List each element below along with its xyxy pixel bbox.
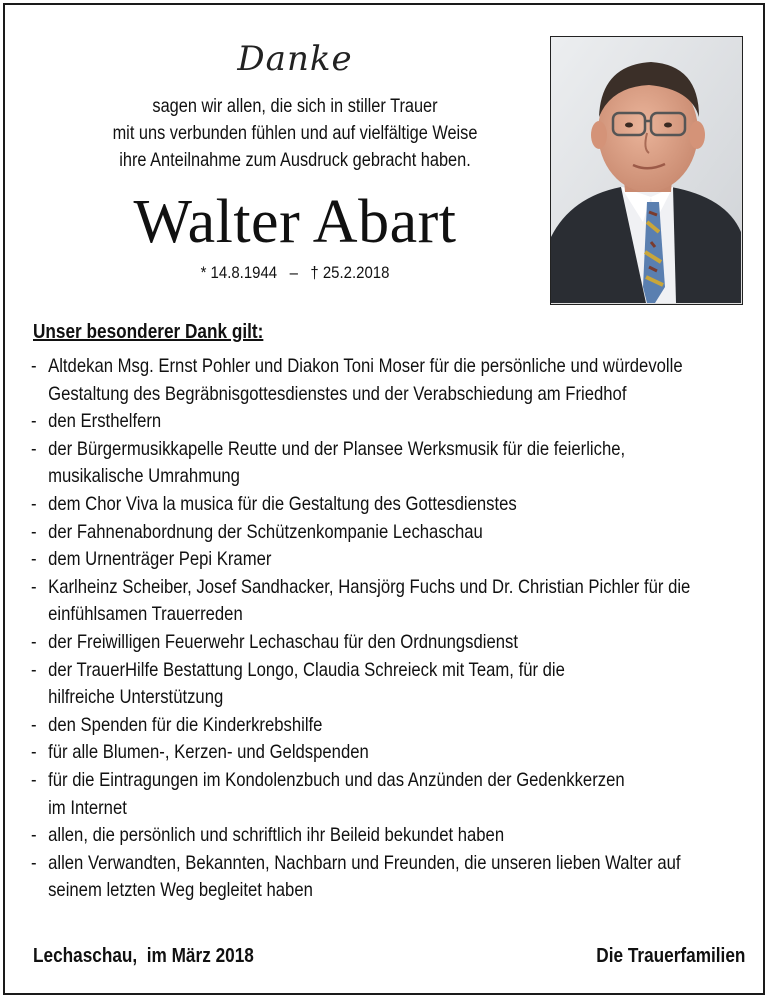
list-item-line: der Freiwilligen Feuerwehr Lechaschau für den Ordnungsdienst	[48, 630, 518, 653]
intro-line: ihre Anteilnahme zum Ausdruck gebracht haben.	[119, 150, 471, 171]
list-item	[31, 712, 741, 740]
list-item-line: der Fahnenabordnung der Schützenkompanie Lechaschau	[48, 520, 483, 543]
list-item	[31, 491, 741, 519]
list-item	[31, 436, 741, 491]
list-item	[31, 574, 741, 629]
list-bullet: -	[31, 741, 37, 764]
life-dates: * 14.8.1944 – † 25.2.2018	[200, 263, 390, 282]
intro-line: sagen wir allen, die sich in stiller Trauer	[152, 96, 438, 117]
list-item-line: der TrauerHilfe Bestattung Longo, Claudia Schreieck mit Team, für die	[48, 658, 565, 681]
thanks-heading: Unser besonderer Dank gilt:	[33, 321, 264, 343]
list-item-line: der Bürgermusikkapelle Reutte und der Plansee Werksmusik für die feierliche,	[48, 437, 626, 460]
list-item	[31, 408, 741, 436]
list-item-line: musikalische Umrahmung	[48, 465, 240, 488]
list-item	[31, 739, 741, 767]
list-bullet: -	[31, 575, 37, 598]
list-item-line: Altdekan Msg. Ernst Pohler und Diakon Toni Moser für die persönliche und würdevolle	[48, 355, 683, 377]
list-bullet: -	[31, 492, 37, 515]
list-item	[31, 629, 741, 657]
list-item	[31, 657, 741, 712]
thanks-list	[31, 353, 741, 905]
list-item-line: dem Chor Viva la musica für die Gestaltung des Gottesdienstes	[48, 492, 517, 515]
list-item	[31, 822, 741, 850]
list-bullet: -	[31, 520, 37, 543]
list-bullet: -	[31, 355, 37, 377]
list-bullet: -	[31, 630, 37, 653]
list-item-line: allen Verwandten, Bekannten, Nachbarn und Freunden, die unseren lieben Walter auf	[48, 851, 681, 874]
list-item-line: den Spenden für die Kinderkrebshilfe	[48, 713, 323, 736]
list-item	[31, 353, 741, 408]
list-item	[31, 850, 741, 905]
deceased-name: Walter Abart	[133, 188, 457, 256]
portrait-photo	[550, 36, 743, 305]
list-item-line: allen, die persönlich und schriftlich ihr Beileid bekundet haben	[48, 824, 505, 847]
danke-title: Danke	[237, 39, 353, 79]
list-item	[31, 519, 741, 547]
portrait-image	[551, 37, 741, 303]
list-item-line: Gestaltung des Begräbnisgottesdienstes und der Verabschiedung am Friedhof	[48, 382, 627, 405]
list-bullet: -	[31, 824, 37, 847]
list-item-line: den Ersthelfern	[48, 410, 162, 433]
list-bullet: -	[31, 713, 37, 736]
list-item-line: einfühlsamen Trauerreden	[48, 603, 243, 626]
place-date: Lechaschau, im März 2018	[33, 945, 254, 967]
list-bullet: -	[31, 658, 37, 681]
list-item	[31, 767, 741, 822]
list-bullet: -	[31, 851, 37, 874]
list-bullet: -	[31, 437, 37, 460]
list-item-line: dem Urnenträger Pepi Kramer	[48, 548, 272, 571]
list-bullet: -	[31, 410, 37, 433]
list-item-line: für die Eintragungen im Kondolenzbuch und das Anzünden der Gedenkkerzen	[48, 768, 625, 791]
list-item	[31, 546, 741, 574]
list-item-line: Karlheinz Scheiber, Josef Sandhacker, Hansjörg Fuchs und Dr. Christian Pichler für die	[48, 575, 691, 598]
list-bullet: -	[31, 548, 37, 571]
list-item-line: seinem letzten Weg begleitet haben	[48, 879, 313, 902]
list-bullet: -	[31, 768, 37, 791]
intro-text	[46, 93, 545, 174]
list-item-line: hilfreiche Unterstützung	[48, 686, 224, 709]
signature: Die Trauerfamilien	[595, 945, 745, 967]
intro-line: mit uns verbunden fühlen und auf vielfältige Weise	[112, 123, 478, 144]
list-item-line: im Internet	[48, 796, 127, 819]
obituary-frame	[3, 3, 765, 995]
list-item-line: für alle Blumen-, Kerzen- und Geldspenden	[48, 741, 369, 764]
